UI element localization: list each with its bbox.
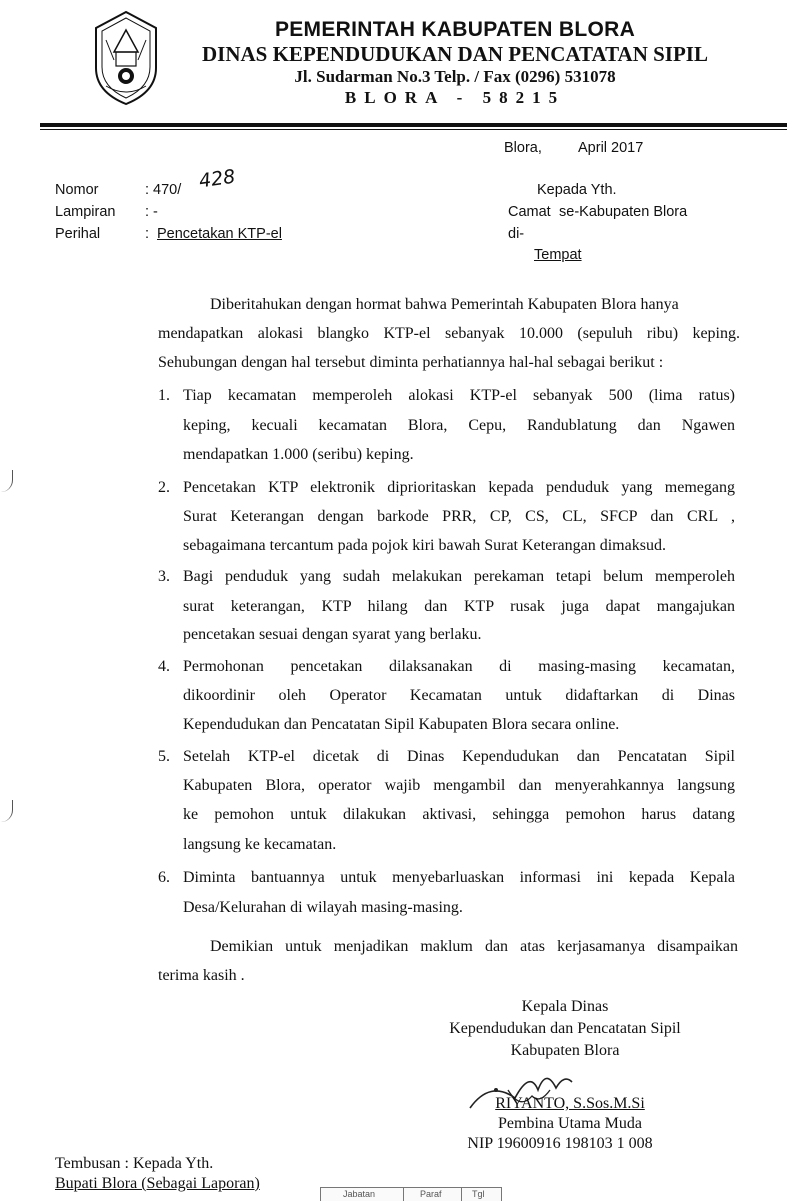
item-line: Setelah KTP-el dicetak di Dinas Kependudukan dan Pencatatan Sipil: [183, 748, 735, 765]
item-number: 5.: [158, 748, 170, 765]
date-value: April 2017: [578, 140, 644, 156]
item-line: ke pemohon untuk dilakukan aktivasi, sehingga pemohon harus datang: [183, 806, 735, 823]
item-line: Diminta bantuannya untuk menyebarluaskan informasi ini kepada Kepala: [183, 869, 735, 886]
item-line: keping, kecuali kecamatan Blora, Cepu, Randublatung dan Ngawen: [183, 417, 735, 434]
item-line: dikoordinir oleh Operator Kecamatan untuk didaftarkan di Dinas: [183, 687, 735, 704]
margin-mark: [0, 470, 13, 492]
perihal-label: Perihal: [55, 226, 101, 242]
item-number: 6.: [158, 869, 170, 886]
item-line: Surat Keterangan dengan barkode PRR, CP, CS, CL, SFCP dan CRL ,: [183, 508, 735, 525]
item-line: Tiap kecamatan memperoleh alokasi KTP-el sebanyak 500 (lima ratus): [183, 387, 735, 404]
stamp-col-paraf: Paraf: [403, 1188, 442, 1201]
margin-mark: [0, 800, 13, 822]
item-number: 3.: [158, 568, 170, 585]
letterhead-city-postal: BLORA - 58215: [344, 88, 566, 107]
stamp-col-jabatan: Jabatan: [343, 1189, 376, 1199]
letterhead-address: Jl. Sudarman No.3 Telp. / Fax (0296) 531078: [294, 67, 616, 86]
stamp-col-tgl: Tgl: [461, 1188, 485, 1201]
signature-title3: Kabupaten Blora: [510, 1042, 620, 1059]
item-line: Pencetakan KTP elektronik diprioritaskan kepada penduduk yang memegang: [183, 479, 735, 496]
paraf-stamp-table: [320, 1187, 502, 1201]
item-number: 4.: [158, 658, 170, 675]
closing-line: terima kasih .: [158, 967, 245, 984]
date-city: Blora,: [504, 140, 542, 156]
intro-line: mendapatkan alokasi blangko KTP-el sebanyak 10.000 (sepuluh ribu) keping.: [158, 325, 740, 342]
letterhead-government: PEMERINTAH KABUPATEN BLORA: [274, 18, 636, 41]
perihal-colon: :: [145, 226, 150, 242]
recipient-line3: di-: [508, 226, 525, 242]
recipient-line4: Tempat: [534, 247, 582, 263]
item-line: Desa/Kelurahan di wilayah masing-masing.: [183, 899, 463, 916]
signature-title1: Kepala Dinas: [521, 998, 609, 1015]
item-number: 2.: [158, 479, 170, 496]
perihal-value: Pencetakan KTP-el: [157, 226, 282, 242]
item-line: pencetakan sesuai dengan syarat yang berlaku.: [183, 626, 482, 643]
nomor-label: Nomor: [55, 182, 99, 198]
signature-name: RIYANTO, S.Sos.M.Si: [495, 1095, 645, 1112]
lampiran-label: Lampiran: [55, 204, 116, 220]
tembusan-header: Tembusan : Kepada Yth.: [55, 1155, 214, 1172]
item-line: Permohonan pencetakan dilaksanakan di masing-masing kecamatan,: [183, 658, 735, 675]
signature-title2: Kependudukan dan Pencatatan Sipil: [449, 1020, 681, 1037]
letterhead-divider-thin: [40, 129, 787, 130]
recipient-line1: Kepada Yth.: [537, 182, 617, 198]
lampiran-value: : -: [145, 204, 158, 220]
recipient-line2a: Camat: [508, 204, 551, 220]
intro-line: Diberitahukan dengan hormat bahwa Pemerintah Kabupaten Blora hanya: [210, 296, 679, 313]
intro-line: Sehubungan dengan hal tersebut diminta perhatiannya hal-hal sebagai berikut :: [158, 354, 664, 371]
item-number: 1.: [158, 387, 170, 404]
tembusan-recipient: Bupati Blora (Sebagai Laporan): [55, 1175, 260, 1192]
nomor-handwritten: 428: [197, 165, 237, 193]
item-line: Kependudukan dan Pencatatan Sipil Kabupaten Blora secara online.: [183, 716, 620, 733]
blora-regency-crest-icon: [92, 10, 160, 106]
item-line: surat keterangan, KTP hilang dan KTP rusak juga dapat mangajukan: [183, 598, 735, 615]
item-line: langsung ke kecamatan.: [183, 836, 337, 853]
item-line: mendapatkan 1.000 (seribu) keping.: [183, 446, 414, 463]
item-line: Bagi penduduk yang sudah melakukan perekaman tetapi belum memperoleh: [183, 568, 735, 585]
item-line: Kabupaten Blora, operator wajib mengambil dan menyerahkannya langsung: [183, 777, 735, 794]
closing-line: Demikian untuk menjadikan maklum dan atas kerjasamanya disampaikan: [210, 938, 738, 955]
nomor-value: : 470/: [145, 182, 182, 198]
item-line: sebagaimana tercantum pada pojok kiri bawah Surat Keterangan dimaksud.: [183, 537, 666, 554]
letterhead-divider-thick: [40, 123, 787, 127]
signature-block: [430, 996, 700, 1062]
signature-rank: Pembina Utama Muda: [498, 1115, 642, 1132]
recipient-line2b: se-Kabupaten Blora: [559, 204, 688, 220]
letterhead-department: DINAS KEPENDUDUKAN DAN PENCATATAN SIPIL: [202, 42, 708, 66]
signature-nip: NIP 19600916 198103 1 008: [467, 1135, 653, 1152]
